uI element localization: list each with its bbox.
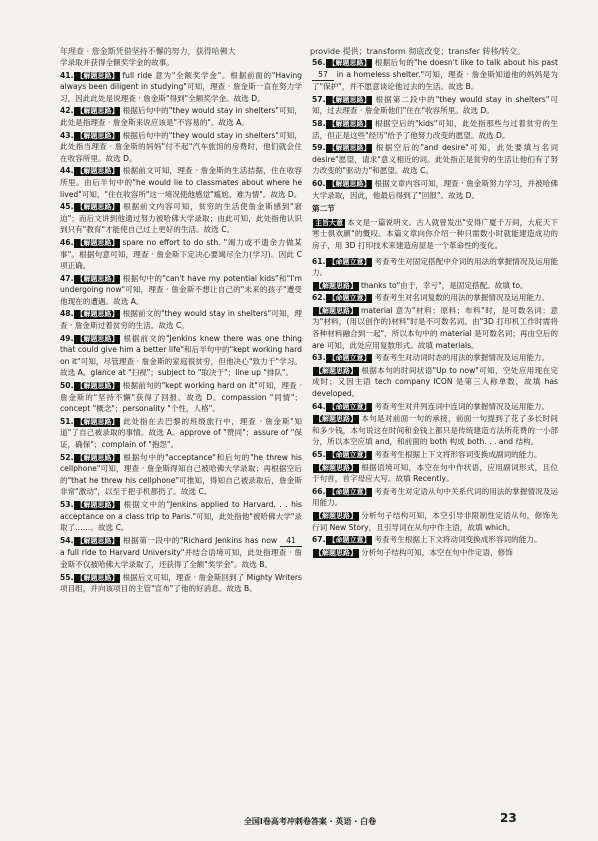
label-tag: 【命题立意】: [328, 451, 371, 459]
summary-block: [312, 217, 558, 252]
label-tag: 【解题思路】: [76, 310, 119, 319]
question-number: 62.: [312, 293, 326, 303]
label-tag: 【解题思路】: [76, 107, 119, 116]
label-tag: 【解题思路】: [328, 59, 371, 67]
right2-item: [312, 413, 558, 448]
footer-title: 全国Ⅰ卷高考冲刺卷答案 · 英语 · 白卷: [243, 817, 377, 826]
left-item: [60, 452, 302, 498]
blank-number: 57: [312, 69, 334, 82]
label-tag: 【解题思路】: [76, 274, 119, 283]
left-item: [60, 416, 302, 451]
item-text: 考查考生对动词时态的用法的掌握情况及运用能力。: [374, 353, 550, 363]
left-item: [60, 165, 302, 200]
question-number: 57.: [312, 94, 326, 104]
right2-item: [312, 305, 558, 351]
question-number: 51.: [60, 416, 74, 426]
item-text: 根据文中的"Jenkins applied to Harvard. . . his acceptance on a class trip to Paris."可知，此处指他"被哈佛大学"录取了……。故选 C。: [60, 499, 302, 533]
question-number: 44.: [60, 166, 74, 176]
right-items-part2: [312, 256, 558, 559]
left-item: [60, 572, 302, 595]
left-item: [60, 201, 302, 236]
right2-item: [312, 256, 558, 279]
left-item: [60, 105, 302, 128]
question-number: 61.: [312, 256, 326, 266]
item-text: 分析句子结构可知，本空引导非限制性定语从句，修饰先行词 New Story，且引导词在从句中作主语，故填 which。: [312, 510, 558, 532]
question-number: 41.: [60, 70, 74, 80]
question-number: 56.: [312, 58, 326, 67]
item-text: 根据后句的"he doesn't like to talk about his past: [374, 58, 558, 67]
item-text: 考查考生对定语从句中关系代词的用法的掌握情况及运用能力。: [312, 486, 558, 508]
item-text: 此处指在去巴黎的班级旅行中，理查 · 詹金斯"知道"了自己被录取的事情。故选 A。approve of "赞同"；assure of "保证，确保"；complain of "抱怨"。: [60, 416, 302, 449]
question-number: 50.: [60, 381, 74, 391]
label-tag: 【解题思路】: [315, 548, 357, 557]
label-tag: 【解题思路】: [76, 417, 119, 426]
left-item: [60, 70, 302, 105]
left-item: [60, 499, 302, 534]
right-item: [312, 57, 558, 93]
item-text: 根据句中的"acceptance"和后句的"he threw his cellphone"可知，理查 · 詹金斯得知自己被哈佛大学录取；再根据空后的"that he threw his cellphone"可推知，得知自己被录取后，詹金斯非常"激动"，以至于把手机都扔了。故选 C。: [60, 452, 302, 497]
label-tag: 【解题思路】: [76, 573, 119, 582]
item-text: 考查考生对并列连词中连词的掌握情况及运用能力。: [374, 401, 550, 411]
label-tag: 【命题立意】: [328, 536, 371, 545]
item-text: 根据文章内容可知，理查 · 詹金斯努力学习，并被哈佛大学录取，因此，他最后得到了"回报"。故选 D。: [312, 178, 558, 200]
label-tag: 【解题思路】: [315, 366, 357, 375]
item-text: 分析句子结构可知，本空在句中作定语，修饰: [361, 547, 513, 557]
right-items-part1: [312, 57, 558, 201]
question-number: 54.: [60, 535, 74, 545]
label-tag: 【解题思路】: [315, 463, 357, 472]
label-tag: 【解题思路】: [76, 167, 119, 176]
label-tag: 【解题思路】: [328, 179, 371, 188]
right2-item: [312, 292, 558, 304]
item-text: 根据空后的"kids"可知，此处指那些与过着贫穷的生活，但正是这些"经历"给予了他努力改变的愿望。故选 D。: [312, 118, 558, 140]
section-heading: 第二节: [312, 204, 335, 214]
label-tag: 【命题立意】: [328, 294, 371, 303]
left-item: [60, 273, 302, 308]
left-item: 学录取并获得全额奖学金的故事。: [60, 58, 174, 67]
label-tag: 【解题思路】: [315, 511, 357, 520]
label-tag: 【解题思路】: [76, 382, 119, 391]
left-item: [60, 130, 302, 165]
item-text: 考查考生根据上下文将动词变换成形容词的能力。: [374, 535, 542, 545]
left-column: [60, 57, 302, 596]
label-tag: 【解题思路】: [76, 453, 119, 462]
question-number: 53.: [60, 499, 74, 509]
question-number: 63.: [312, 353, 326, 363]
item-text: 考查考生根据上下文将形容词变换成副词的能力。: [374, 450, 542, 459]
question-number: 42.: [60, 106, 74, 116]
summary-tag: 主旨大意: [315, 218, 343, 227]
item-text: spare no effort to do sth. "竭力或不遗余力做某事"。根据句意可知，理查 · 詹金斯下定决心要竭尽全力(学习)。因此 C 项正确。: [60, 237, 302, 271]
question-number: 49.: [60, 333, 74, 343]
question-number: 52.: [60, 452, 74, 462]
summary-text: 本文是一篇说明文。古人就曾发出"安得广厦千万间，大庇天下寒士俱欢颜"的慨叹。本篇文章向你介绍一种只需数小时就能建造成功的房子，用 3D 打印技术来建造房屋是一个革命性的变化。: [312, 217, 558, 250]
right-column: [312, 57, 558, 559]
right2-item: [312, 449, 558, 461]
item-text: thanks to"由于，幸亏"，是固定搭配。故填 to。: [361, 280, 528, 290]
right-item: [312, 142, 558, 177]
label-tag: 【解题思路】: [315, 281, 357, 290]
item-text: 考查考生对名词复数的用法的掌握情况及运用能力。: [374, 293, 550, 303]
label-tag: 【解题思路】: [328, 119, 371, 128]
item-text: 根据语境可知，本空在句中作状语，应用副词形式，且位于句首，首字母应大写。故填 Recently。: [312, 462, 558, 484]
right-item: [312, 118, 558, 141]
right2-item: [312, 547, 558, 559]
question-number: 66.: [312, 486, 326, 496]
label-tag: 【解题思路】: [76, 238, 119, 247]
question-number: 55.: [60, 572, 74, 582]
item-text: 根据前文内容可知，贫穷的生活使詹金斯感到"窘迫"；而后文讲到他通过努力被哈佛大学录取；由此可知，此处指他认识到只有"教育"才能使自己过上更好的生活。故选 C。: [60, 202, 302, 235]
label-tag: 【解题思路】: [76, 536, 119, 545]
question-number: 60.: [312, 178, 326, 188]
item-text: 根据前文可知，理查 · 詹金斯的生活拮据，住在收容所里。由后半句中的"he would lie to classmates about where he lived"可知，"住在收容所"这一境况使他感觉"尴尬、难为情"。故选 D。: [60, 166, 302, 199]
right2-item: [312, 352, 558, 364]
right2-item: [312, 510, 558, 533]
label-tag: 【解题思路】: [76, 203, 119, 212]
question-number: 58.: [312, 118, 326, 128]
question-number: 59.: [312, 143, 326, 153]
top-left-cut-line: 年理查 · 詹金斯凭借坚持不懈的努力，获得哈佛大: [60, 47, 236, 56]
label-tag: 【解题思路】: [328, 144, 371, 153]
question-number: 43.: [60, 130, 74, 140]
label-tag: 【解题思路】: [315, 415, 357, 424]
item-text: material 意为"材料；原料；布料"时，是可数名词；意为"材料，(用以创作的)材料"时是不可数名词。由"3D 打印机工作时需将各种材料融合到一起"，所以本句中的 material 是可数名词；再由空后的 are 可知，此处应用复数形式。故填 materials。: [312, 305, 558, 350]
label-tag: 【解题思路】: [328, 95, 371, 104]
question-number: 48.: [60, 309, 74, 319]
label-tag: 【解题思路】: [76, 131, 119, 140]
left-item: [60, 333, 302, 379]
label-tag: 【解题思路】: [76, 500, 119, 509]
item-text: 根据第一段中的"Richard Jenkins has now: [122, 535, 280, 545]
right-item: [312, 178, 558, 201]
item-text: 根据后文可知，理查 · 詹金斯回到了 Mighty Writers 项目组，并向该项目的主管"宣布"了他的好消息。故选 B。: [60, 572, 302, 594]
question-number: 46.: [60, 237, 74, 247]
item-text: 根据本句的时间状语"Up to now"可知，空处应用现在完成时；又因主语 tech company ICON 是第三人称单数，故填 has developed。: [312, 365, 558, 399]
item-text: 根据空后的"and desire"可知，此处要填与名词 desire"愿望，请求"意义相近的词。此处指正是贫穷的生活让他们有了努力改变的"驱动力"和愿望。故选 C。: [312, 143, 558, 176]
question-number: 65.: [312, 450, 326, 459]
item-text: 根据前句的"kept working hard on it"可知，理查 · 詹金斯的"坚持不懈"获得了回报。故选 D。compassion "同情"；concept "概念"；personality "个性，人格"。: [60, 381, 302, 414]
blank-number: 41: [280, 535, 302, 548]
right2-item: [312, 401, 558, 413]
left-item: [60, 308, 302, 331]
left-item: [60, 535, 302, 571]
label-tag: 【命题立意】: [328, 257, 371, 266]
right2-item: [312, 365, 558, 400]
item-text: full ride 意为"全额奖学金"。根据前面的"Having always been diligent in studying"可知，理查 · 詹金斯一直在努力学习，因此此处是说理查 · 詹金斯"得到"全额奖学金。故选 D。: [60, 70, 302, 103]
item-text: 根据后句中的"they would stay in shelters"可知，此处指当理查 · 詹金斯的妈妈"付不起"汽车旅馆的房费时，他们就会住在收容所里。故选 D。: [60, 130, 302, 163]
question-number: 67.: [312, 535, 326, 545]
label-tag: 【命题立意】: [328, 402, 371, 411]
label-tag: 【解题思路】: [76, 334, 119, 343]
label-tag: 【解题思路】: [315, 306, 357, 315]
page-number: 23: [500, 811, 517, 825]
top-right-cut-line: provide 提供；transform 彻底改变；transfer 转移/转交。: [310, 47, 526, 56]
left-item: [60, 237, 302, 272]
item-text: 考查考生对固定搭配中介词的用法的掌握情况及运用能力。: [312, 256, 558, 278]
item-text: 根据第二段中的"they would stay in shelters"可知，过去理查 · 詹金斯他们"住在"收容所里。故选 D。: [312, 94, 558, 116]
item-text-cont: in a homeless shelter."可知，理查 · 詹金斯知道他的妈妈是为了"保护"，并不愿意谈论他过去的生活。故选 B。: [312, 69, 558, 92]
item-text: 根据前文的"Jenkins knew there was one thing that could give him a better life"和后半句中的"kept working hard on it"可知，尽管理查 · 詹金斯的家庭很贫穷，但他决心"致力于"学习。故选 A。glance at "扫视"；subject to "取决于"；line up "排队"。: [60, 333, 302, 378]
right2-item: [312, 462, 558, 485]
label-tag: 【命题立意】: [328, 354, 371, 363]
left-item: [60, 380, 302, 415]
item-text: 根据后句中的"they would stay in shelters"可知，此处是指理查 · 詹金斯来说应该是"不容易的"。故选 A。: [60, 106, 302, 127]
item-text-cont: a full ride to Harvard University"并结合语境可知，此处指理查 · 詹金斯不仅被哈佛大学录取了，还获得了全额"奖学金"。故选 B。: [60, 548, 302, 569]
right2-item: [312, 486, 558, 509]
item-text: 根据句中的"can't have my potential kids"和"I'm undergoing now"可知，理查 · 詹金斯不想让自己的"未来的孩子"遭受他现在的遭遇。故选 A。: [60, 273, 302, 306]
item-text: 本句是对前面一句的承接，前面一句提到了花了多长时间和多少钱，本句说这在时间和金钱上都只是传统建造方法所花费的一小部分，所以本空应填 and，和前面的 both 构成 both. . . and 结构。: [312, 414, 558, 447]
question-number: 64.: [312, 401, 326, 411]
label-tag: 【解题思路】: [76, 71, 119, 80]
right2-item: [312, 534, 558, 546]
label-tag: 【命题立意】: [328, 487, 371, 496]
right-item: [312, 94, 558, 117]
right2-item: [312, 280, 558, 292]
question-number: 47.: [60, 273, 74, 283]
question-number: 45.: [60, 202, 74, 212]
item-text: 根据前文的"they would stay in shelters"可知，理查 · 詹金斯过着贫穷的生活。故选 C。: [60, 309, 302, 331]
